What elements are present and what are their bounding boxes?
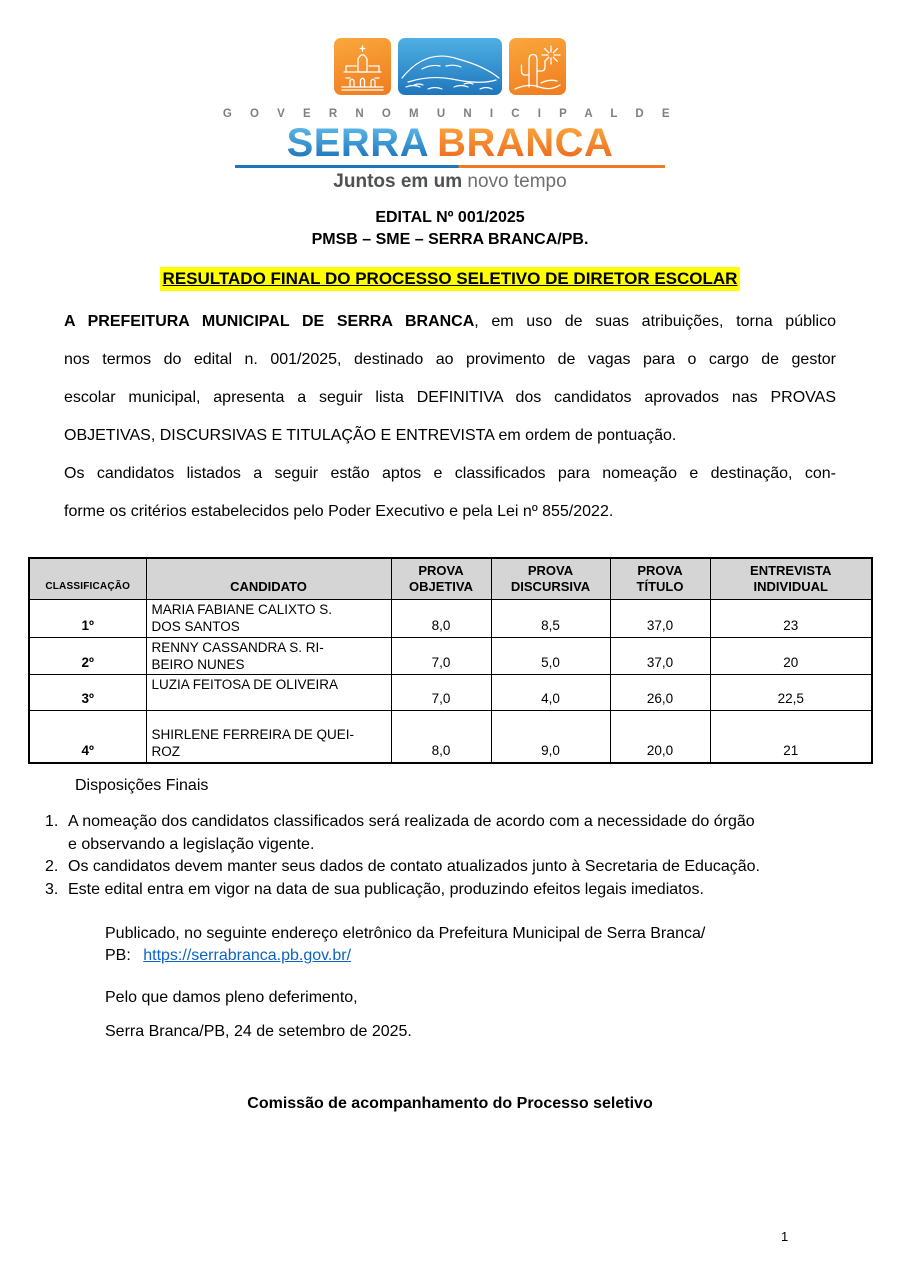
list-item-text: Os candidatos devem manter seus dados de contato atualizados junto à Secretaria de Educação. [68, 858, 760, 875]
edital-number: EDITAL Nº 001/2025 [375, 209, 525, 226]
objetiva-cell: 8,0 [391, 710, 491, 763]
prefeitura-bold: A PREFEITURA MUNICIPAL DE SERRA BRANCA [64, 313, 475, 330]
logo-government-line: G O V E R N O M U N I C I P A L D E [222, 108, 678, 120]
titulo-cell: 26,0 [610, 674, 710, 710]
logo-tagline-rest: novo tempo [462, 171, 567, 192]
intro-line-1 [64, 303, 836, 341]
table-header-row [29, 558, 872, 599]
serra-branca-logo [0, 0, 900, 192]
highlight-title-wrap [0, 267, 900, 291]
col-header-candidato: CANDIDATO [146, 558, 391, 599]
candidate-cell: RENNY CASSANDRA S. RI- BEIRO NUNES [146, 637, 391, 674]
rank-cell: 3º [29, 674, 146, 710]
discursiva-cell: 5,0 [491, 637, 610, 674]
objetiva-cell: 7,0 [391, 637, 491, 674]
prefeitura-website-link[interactable]: https://serrabranca.pb.gov.br/ [143, 947, 352, 964]
rank-cell: 1º [29, 599, 146, 637]
entrevista-cell: 20 [710, 637, 872, 674]
table-row [29, 674, 872, 710]
titulo-cell: 20,0 [610, 710, 710, 763]
table-row [29, 710, 872, 763]
candidate-cell: LUZIA FEITOSA DE OLIVEIRA [146, 674, 391, 710]
intro-line-4: OBJETIVAS, DISCURSIVAS E TITULAÇÃO E ENTREVISTA em ordem de pontuação. [64, 427, 677, 444]
dispositions-list [45, 811, 864, 901]
publication-line-1: Publicado, no seguinte endereço eletrônico da Prefeitura Municipal de Serra Branca/ [105, 925, 706, 942]
intro-line-1-rest: , em uso de suas atribuições, torna público [474, 313, 836, 330]
objetiva-cell: 7,0 [391, 674, 491, 710]
list-item-text: Este edital entra em vigor na data de sua publicação, produzindo efeitos legais imediatos. [68, 880, 704, 898]
logo-word-serra: SERRA [286, 121, 430, 165]
logo-word-branca: BRANCA [437, 121, 614, 165]
discursiva-cell: 9,0 [491, 710, 610, 763]
list-item-number: 2. [45, 858, 59, 875]
col-header-prova-discursiva: PROVA DISCURSIVA [491, 558, 610, 599]
publication-line-2 [105, 945, 836, 967]
list-item-text: A nomeação dos candidatos classificados será realizada de acordo com a necessidade do órgão e observando a legislação vigente. [68, 813, 755, 853]
church-icon [334, 38, 391, 95]
titulo-cell: 37,0 [610, 599, 710, 637]
candidate-cell: SHIRLENE FERREIRA DE QUEI- ROZ [146, 710, 391, 763]
intro-line-3: escolar municipal, apresenta a seguir lista DEFINITIVA dos candidatos aprovados nas PROVAS [64, 389, 836, 406]
list-item [45, 879, 864, 902]
dispositions-title: Disposições Finais [75, 777, 209, 794]
document-heading [0, 207, 900, 251]
table-row [29, 599, 872, 637]
intro-line-2: nos termos do edital n. 001/2025, destinado ao provimento de vagas para o cargo de gestor [64, 351, 836, 368]
table-row [29, 637, 872, 674]
deferment-line: Pelo que damos pleno deferimento, [105, 989, 358, 1006]
logo-tagline-bold: Juntos em um [333, 171, 463, 192]
committee-line: Comissão de acompanhamento do Processo seletivo [247, 1095, 653, 1112]
entrevista-cell: 21 [710, 710, 872, 763]
classification-line-2: forme os critérios estabelecidos pelo Poder Executivo e pela Lei nº 855/2022. [64, 503, 614, 520]
logo-divider [235, 165, 665, 168]
edital-entity: PMSB – SME – SERRA BRANCA/PB. [311, 231, 589, 248]
list-item [45, 811, 864, 856]
discursiva-cell: 4,0 [491, 674, 610, 710]
classification-paragraph [64, 455, 836, 531]
candidate-cell: MARIA FABIANE CALIXTO S. DOS SANTOS [146, 599, 391, 637]
landscape-icon [398, 38, 502, 95]
publication-prefix: PB: [105, 947, 136, 964]
classification-line-1: Os candidatos listados a seguir estão aptos e classificados para nomeação e destinação, con- [64, 465, 836, 482]
rank-cell: 4º [29, 710, 146, 763]
intro-paragraph [64, 303, 836, 455]
logo-tagline [0, 172, 900, 192]
cactus-icon [509, 38, 566, 95]
entrevista-cell: 22,5 [710, 674, 872, 710]
logo-tiles [0, 38, 900, 95]
discursiva-cell: 8,5 [491, 599, 610, 637]
col-header-prova-objetiva: PROVA OBJETIVA [391, 558, 491, 599]
logo-wordmark [0, 123, 900, 163]
highlight-title: RESULTADO FINAL DO PROCESSO SELETIVO DE DIRETOR ESCOLAR [160, 267, 741, 291]
titulo-cell: 37,0 [610, 637, 710, 674]
list-item-number: 3. [45, 880, 59, 898]
list-item [45, 856, 864, 879]
results-table [28, 557, 900, 764]
date-line: Serra Branca/PB, 24 de setembro de 2025. [105, 1023, 412, 1040]
entrevista-cell: 23 [710, 599, 872, 637]
rank-cell: 2º [29, 637, 146, 674]
col-header-entrevista: ENTREVISTA INDIVIDUAL [710, 558, 872, 599]
objetiva-cell: 8,0 [391, 599, 491, 637]
col-header-prova-titulo: PROVA TÍTULO [610, 558, 710, 599]
page-number: 1 [781, 1229, 789, 1244]
col-header-classificacao: CLASSIFICAÇÃO [29, 558, 146, 599]
list-item-number: 1. [45, 813, 59, 830]
publication-block [105, 923, 836, 967]
